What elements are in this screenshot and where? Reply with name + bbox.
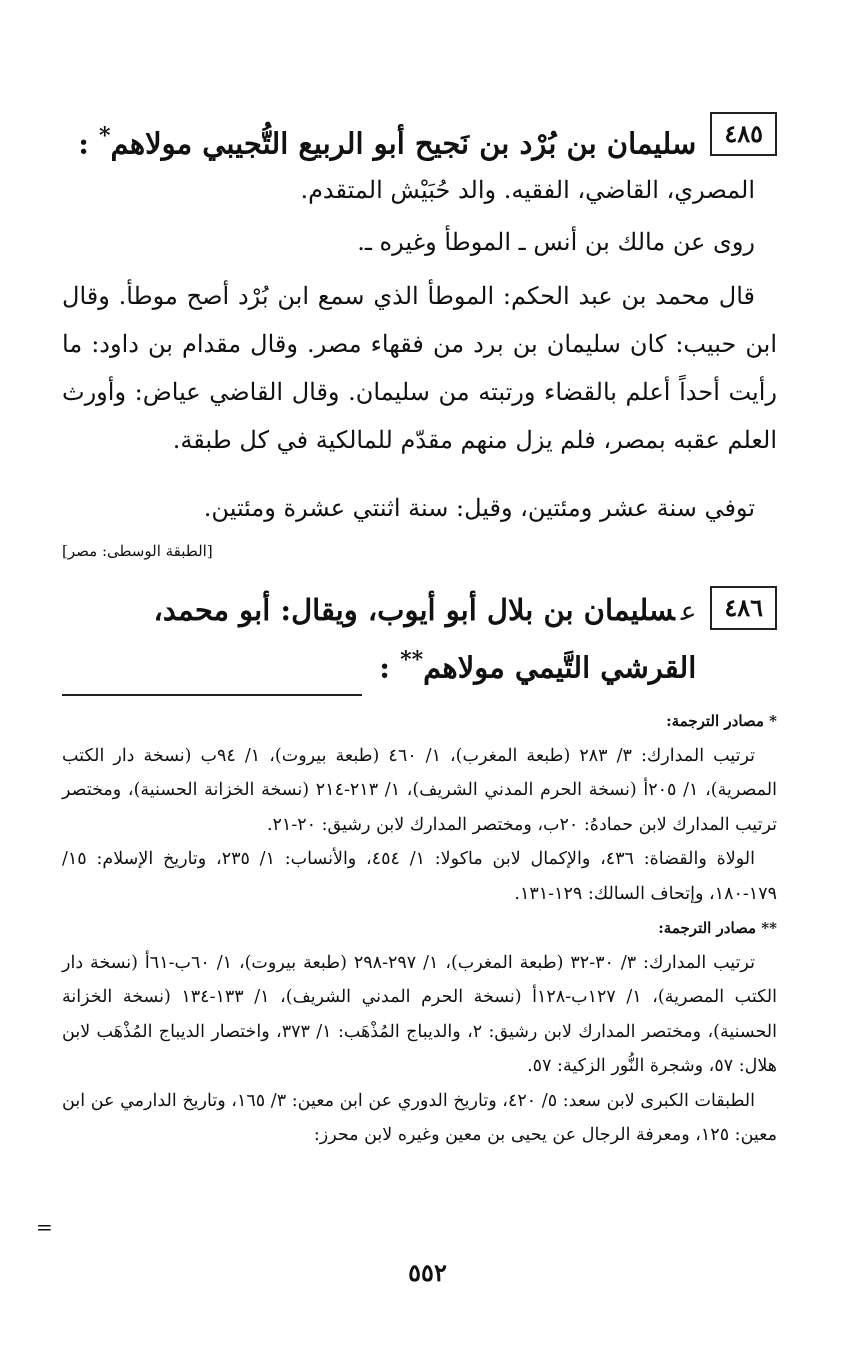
entry-485-title-end: : [78,126,99,161]
entry-485-paragraph-2: روى عن مالك بن أنس ـ الموطأ وغيره ـ. [357,228,755,256]
entry-486-heading [62,586,777,692]
entry-485-number: ٤٨٥ [710,112,777,156]
entry-486-footnote-mark: ** [400,647,424,673]
entry-485-footnote-mark: * [99,123,111,149]
footnote-2-paragraph-2: الطبقات الكبرى لابن سعد: ٥/ ٤٢٠، وتاريخ الدوري عن ابن معين: ٣/ ١٦٥، وتاريخ الدارمي عن ابن معين: ١٢٥، ومعرفة الرجال عن يحيى بن معين وغيره لابن محرز: [62,1090,777,1145]
footnote-separator [62,694,362,696]
entry-485-paragraph-3: قال محمد بن عبد الحكم: الموطأ الذي سمع ابن بُرْد أصح موطأ. وقال ابن حبيب: كان سليمان بن برد من فقهاء مصر. وقال مقدام بن داود: ما رأيت أحداً أعلم بالقضاء ورتبته من سليمان. وقال القاضي عياض: وأورث العلم عقبه بمصر، فلم يزل منهم مقدّم للمالكية في كل طبقة. [62,282,777,454]
page-number: ٥٥٢ [408,1258,447,1287]
footnote-2-paragraph-1: ترتيب المدارك: ٣/ ٣٠-٣٢ (طبعة المغرب)، ١/ ٢٩٧-٢٩٨ (طبعة بيروت)، ١/ ٦٠ب-٦١أ (نسخة دار الكتب المصرية)، ١/ ١٢٧ب-١٢٨أ (نسخة الحرم المدني الشريف)، ١/ ١٣٣-١٣٤ (نسخة الخزانة الحسنية)، ومختصر المدارك لابن رشيق: ٢، والديباج المُذْهَب: ١/ ٣٧٣، واختصار الديباج المُذْهَب لابن هلال: ٥٧، وشجرة النُّور الزكية: ٥٧. [62,952,777,1076]
entry-485-title-text: سليمان بن بُرْد بن نَجيح أبو الربيع التُّجيبي مولاهم [110,126,697,161]
footnote-1-paragraph-2: الولاة والقضاة: ٤٣٦، والإكمال لابن ماكولا: ١/ ٤٥٤، والأنساب: ١/ ٢٣٥، وتاريخ الإسلام: ١٥/ ١٧٩-١٨٠، وإتحاف السالك: ١٢٩-١٣١. [62,849,777,904]
entry-486-title-text: سليمان بن بلال أبو أيوب، ويقال: أبو محمد، القرشي التَّيمي مولاهم [153,593,697,685]
entry-485-heading [62,112,777,168]
entry-486-title [62,586,696,692]
footnote-2-title: ** مصادر الترجمة: [658,919,777,937]
entry-486-number: ٤٨٦ [710,586,777,630]
entry-486-title-end: : [379,650,401,685]
entry-485-paragraph-1: المصري، القاضي، الفقيه. والد حُبَيْش المتقدم. [300,176,755,204]
footnote-continuation-mark: = [36,1215,53,1239]
entry-485-paragraph-4: توفي سنة عشر ومئتين، وقيل: سنة اثنتي عشرة ومئتين. [203,494,755,522]
footnotes [62,704,777,1153]
entry-485-title [78,112,696,168]
footnote-1-title: * مصادر الترجمة: [666,712,777,730]
footnote-1-paragraph-1: ترتيب المدارك: ٣/ ٢٨٣ (طبعة المغرب)، ١/ ٤٦٠ (طبعة بيروت)، ١/ ٩٤ب (نسخة دار الكتب المصرية)، ١/ ٢٠٥أ (نسخة الحرم المدني الشريف)، ١/ ٢١٣-٢١٤ (نسخة الخزانة الحسنية)، ومختصر ترتيب المدارك لابن حمادهُ: ٢٠ب، ومختصر المدارك لابن رشيق: ٢٠-٢١. [62,745,777,835]
entry-485-tabaqa: [الطبقة الوسطى: مصر] [62,542,213,560]
entry-486-marker: ع [680,597,697,627]
